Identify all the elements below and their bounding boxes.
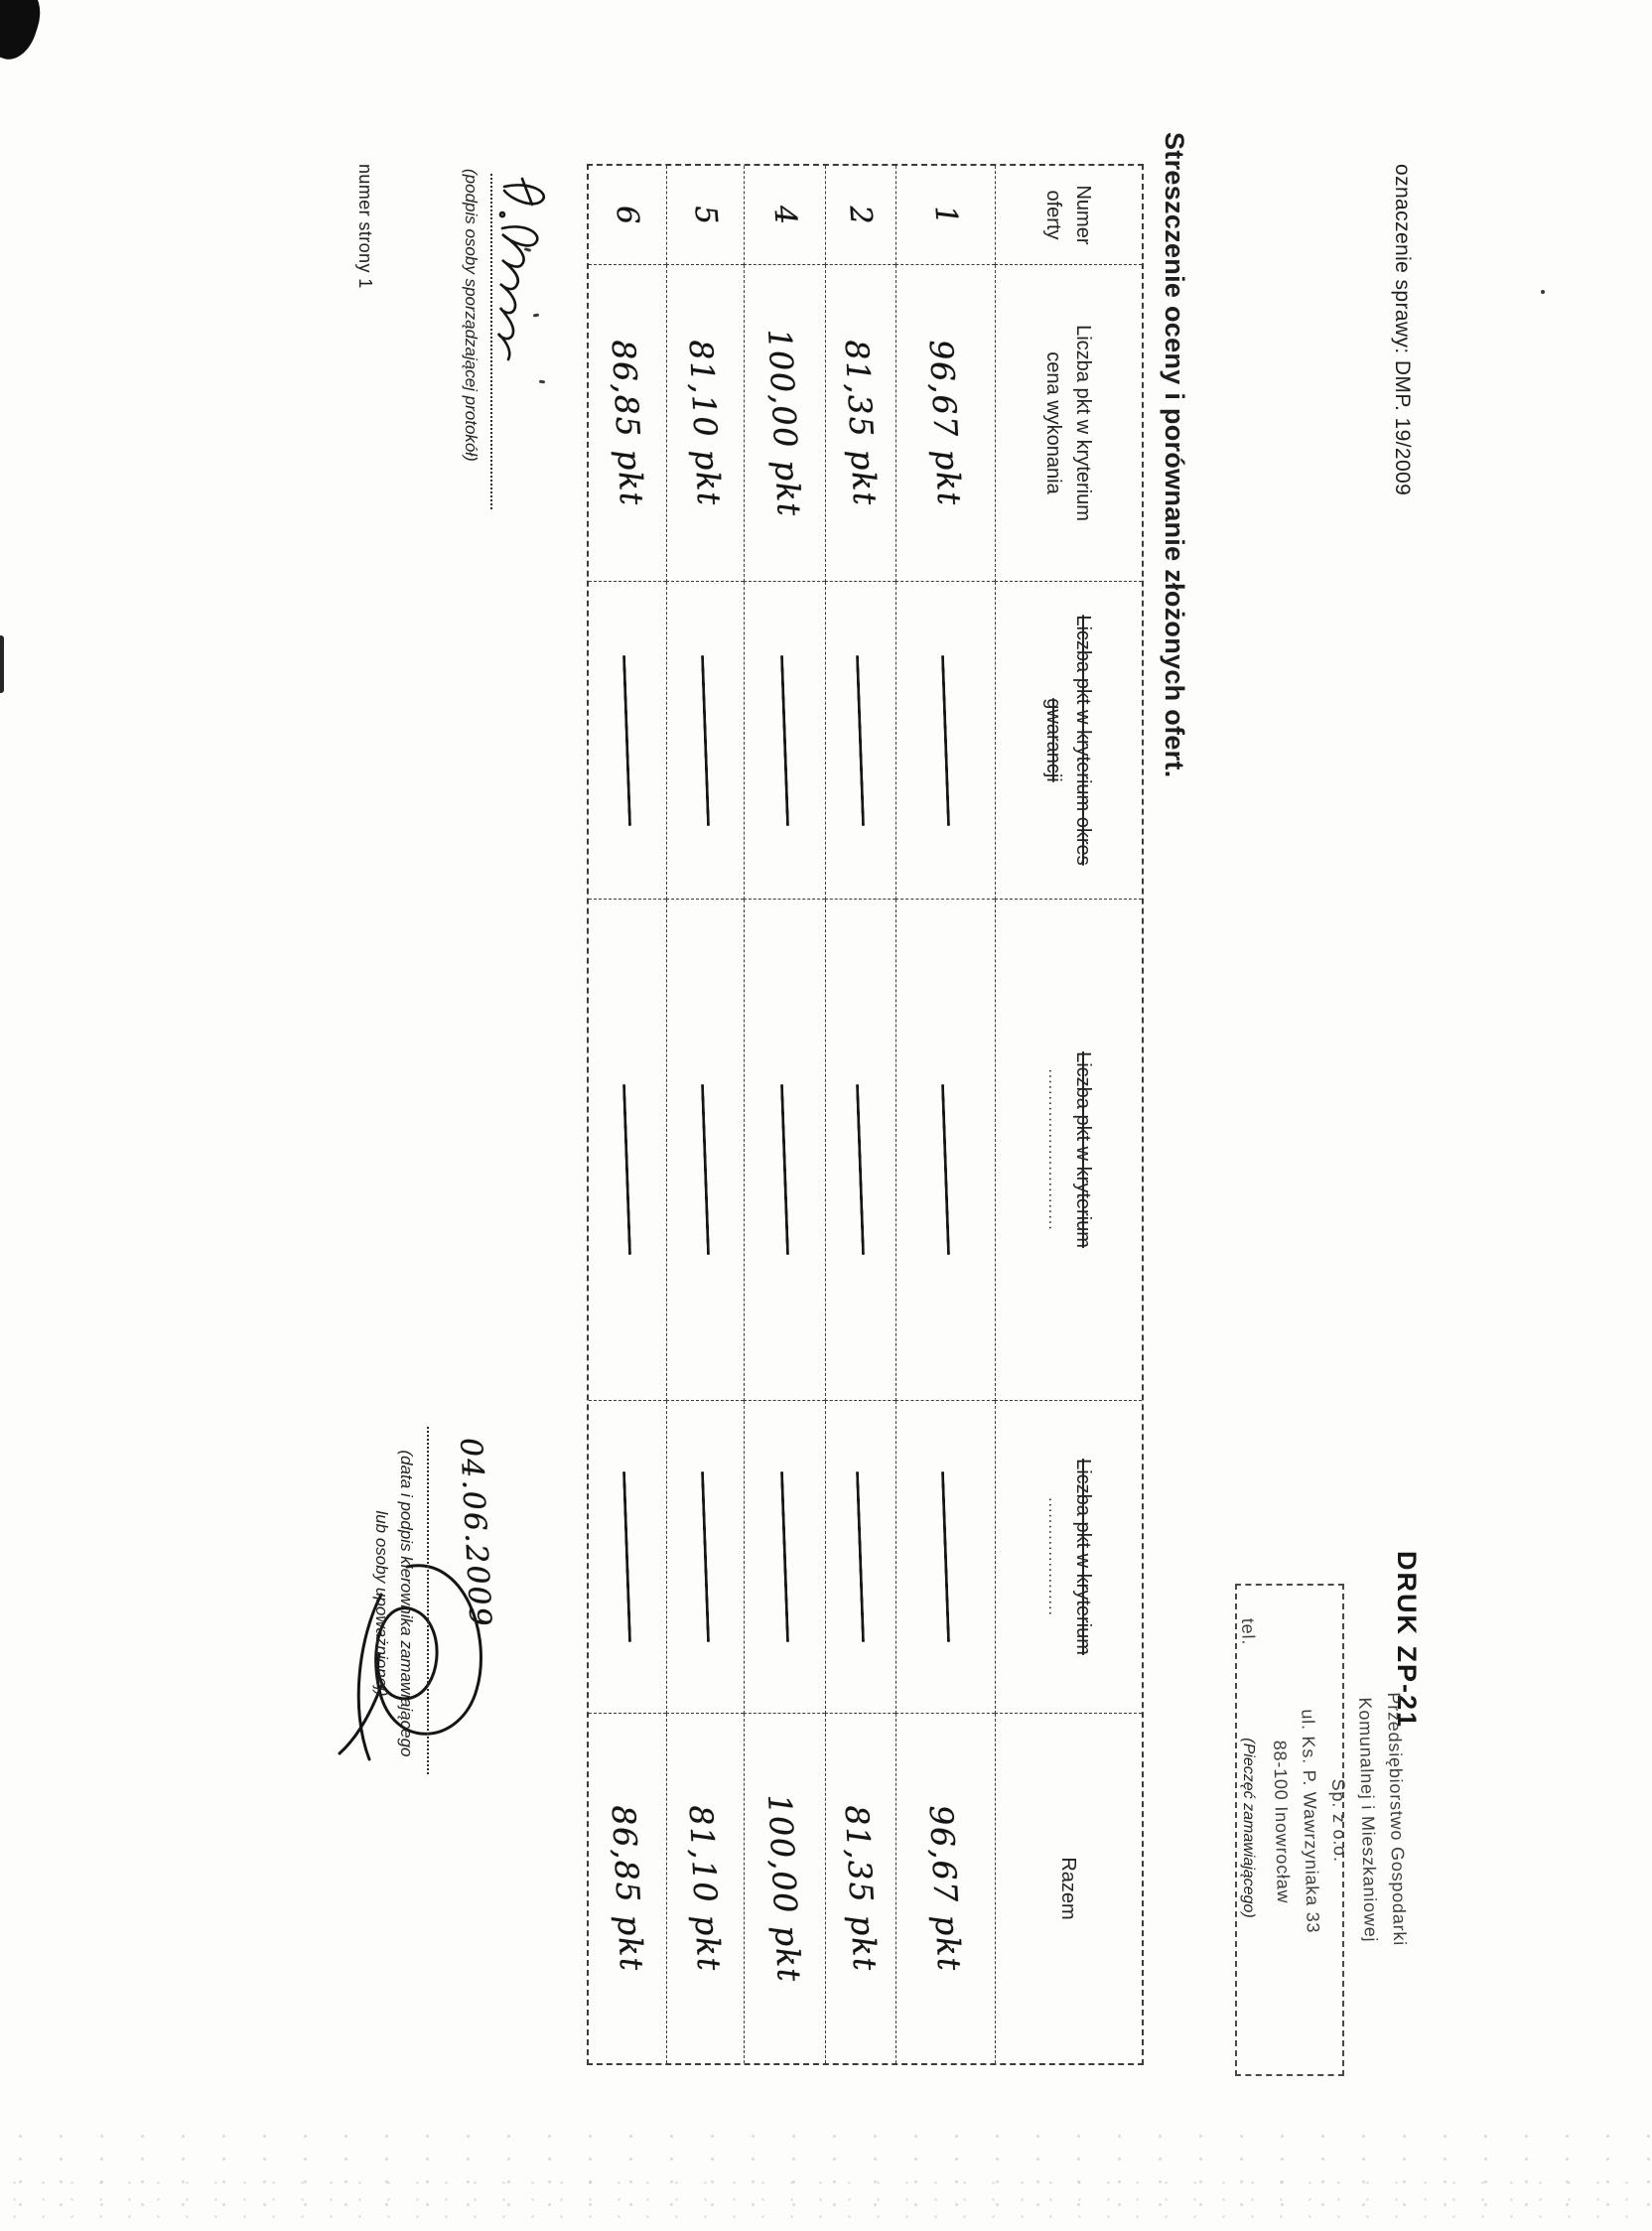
- criterion4-score-cell: [744, 900, 825, 1401]
- date-signature-dotted-line: [427, 1427, 429, 1774]
- criterion5-score-cell: [589, 1401, 666, 1714]
- handwritten-dash: [780, 1471, 789, 1642]
- case-number-label: oznaczenie sprawy: DMP. 19/2009: [1391, 164, 1414, 496]
- price-score-cell: 86,85 pkt: [589, 265, 666, 582]
- page-title: Streszczenie oceny i porównanie złożonych ofert.: [1160, 132, 1189, 778]
- handwritten-dash: [941, 1471, 950, 1642]
- warranty-score-cell: [744, 582, 825, 900]
- warranty-score-cell: [895, 582, 995, 900]
- handwritten-dash: [780, 1084, 789, 1255]
- handwritten-dash: [856, 1084, 865, 1255]
- criterion4-score-cell: [666, 900, 744, 1401]
- total-score-cell: 81,35 pkt: [825, 1714, 895, 2063]
- price-score-cell: 81,35 pkt: [825, 265, 895, 582]
- offer-number-cell: 4: [744, 166, 825, 265]
- header-offer-number: Numer oferty: [995, 166, 1142, 265]
- handwritten-dash: [941, 1084, 950, 1255]
- page-number-footer: numer strony 1: [355, 164, 375, 289]
- stamp-line: tel.: [1237, 1617, 1259, 1646]
- stamp-line: Przedsiębiorstwo Gospodarki: [1383, 1692, 1411, 1947]
- handwritten-dash: [856, 655, 865, 826]
- handwritten-dash: [701, 655, 710, 826]
- handwritten-signature: [481, 171, 570, 384]
- header-criterion-blank-1-struck: Liczba pkt w kryterium ..............................: [995, 900, 1142, 1401]
- offer-number-cell: 5: [666, 166, 744, 265]
- handwritten-dash: [701, 1084, 710, 1255]
- criterion5-score-cell: [895, 1401, 995, 1714]
- handwritten-dash: [701, 1471, 710, 1642]
- price-score-cell: 96,67 pkt: [895, 265, 995, 582]
- header-criterion-price: Liczba pkt w kryterium cena wykonania: [995, 265, 1142, 582]
- stamp-line: Sp. z o.o.: [1327, 1778, 1351, 1863]
- stamp-caption: (Pieczęć zamawiającego): [1240, 1738, 1257, 1918]
- handwritten-dash: [622, 1471, 631, 1642]
- criterion5-score-cell: [666, 1401, 744, 1714]
- warranty-score-cell: [589, 582, 666, 900]
- total-score-cell: 81,10 pkt: [666, 1714, 744, 2063]
- handwritten-date: 04.06.2009: [453, 1437, 497, 1629]
- criterion4-score-cell: [825, 900, 895, 1401]
- handwritten-dash: [622, 655, 631, 826]
- price-score-cell: 100,00 pkt: [744, 265, 825, 582]
- stamp-line: ul. Ks. P. Wawrzyniaka 33: [1298, 1709, 1323, 1934]
- scan-edge-streak: [0, 635, 4, 693]
- warranty-score-cell: [666, 582, 744, 900]
- criterion4-score-cell: [895, 900, 995, 1401]
- total-score-cell: 100,00 pkt: [744, 1714, 825, 2063]
- form-number-label: DRUK ZP-21: [1392, 1551, 1422, 1730]
- manager-signature-caption: (data i podpis kierownika zamawiającego lub osoby upoważnionej): [372, 1450, 416, 1757]
- price-score-cell: 81,10 pkt: [666, 265, 744, 582]
- total-score-cell: 86,85 pkt: [604, 1804, 651, 1973]
- handwritten-dash: [622, 1084, 631, 1255]
- offer-number-cell: 1: [895, 166, 995, 265]
- handwritten-dash: [856, 1471, 865, 1642]
- criterion5-score-cell: [744, 1401, 825, 1714]
- header-criterion-warranty-struck: Liczba pkt w kryterium okres gwarancji: [995, 582, 1142, 900]
- header-total: Razem: [995, 1714, 1142, 2063]
- scan-noise-band: [0, 2174, 1652, 2224]
- preparer-signature-caption: (podpis osoby sporządzającej protokół): [462, 169, 481, 462]
- offer-number-cell: 6: [589, 166, 666, 265]
- scan-speck: [1541, 290, 1545, 294]
- criterion4-score-cell: [589, 900, 666, 1401]
- stamp-line: 88-100 Inowrocław: [1270, 1740, 1295, 1904]
- handwritten-dash: [780, 655, 789, 826]
- header-criterion-blank-2-struck: Liczba pkt w kryterium ......................: [995, 1401, 1142, 1714]
- company-stamp-imprint: [1233, 1614, 1416, 2027]
- handwritten-dash: [941, 655, 950, 826]
- offer-number-cell: 2: [825, 166, 895, 265]
- total-score-cell: 96,67 pkt: [895, 1714, 995, 2063]
- stamp-line: Komunalnej i Mieszkaniowej: [1354, 1697, 1382, 1943]
- warranty-score-cell: [825, 582, 895, 900]
- signature-dotted-line: [490, 174, 492, 509]
- criterion5-score-cell: [825, 1401, 895, 1714]
- scan-speck: [539, 380, 545, 384]
- offers-comparison-table: [587, 164, 1144, 2065]
